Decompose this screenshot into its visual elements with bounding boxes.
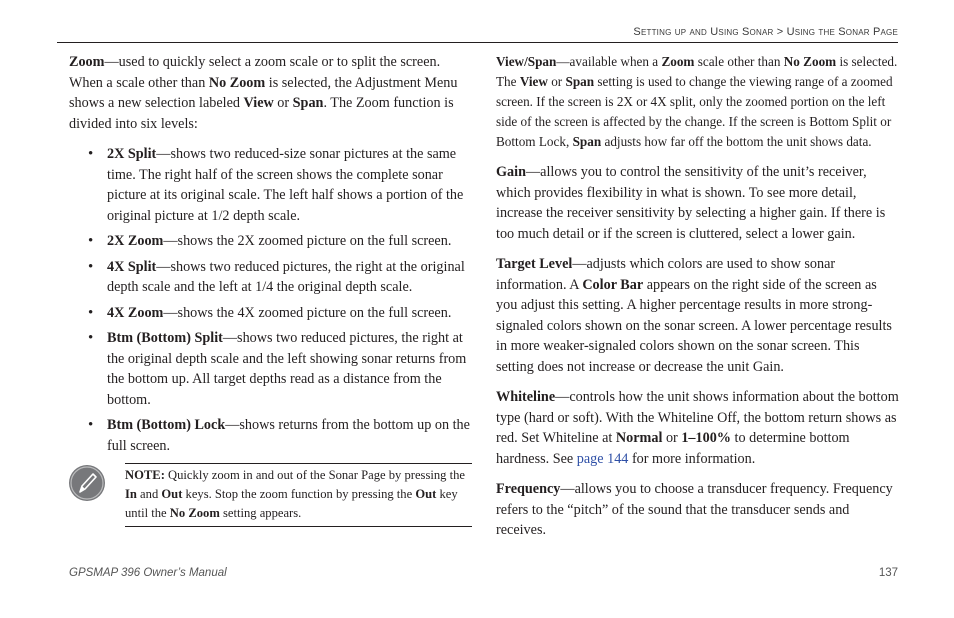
- running-header: [633, 26, 898, 38]
- header-section: Using the Sonar Page: [786, 26, 898, 38]
- footer-manual-title: GPSMAP 396 Owner’s Manual: [69, 567, 227, 579]
- target-level-paragraph: Target Level—adjusts which colors are used to show sonar information. A Color Bar appears on the right side of the screen as you adjust this setting. A higher percentage results in more strong-signaled colors shown on the sonar screen. A lower percentage results in more weaker-signaled colors shown on the sonar screen. This setting does not increase or decrease the unit Gain.: [496, 256, 892, 375]
- zoom-term: Zoom: [69, 54, 105, 70]
- note-box: [69, 463, 472, 525]
- left-column: [69, 52, 472, 461]
- page-144-link[interactable]: page 144: [576, 450, 629, 467]
- header-separator: >: [776, 26, 784, 38]
- frequency-paragraph: Frequency—allows you to choose a transducer frequency. Frequency refers to the “pitch” of the sound that the transducer sends and receives.: [496, 481, 893, 538]
- header-chapter: Setting up and Using Sonar: [633, 26, 774, 38]
- view-span-paragraph: View/Span—available when a Zoom scale other than No Zoom is selected. The View or Span setting is used to change the viewing range of a zoomed screen. If the screen is 2X or 4X split, only the zoomed portion on the left side of the screen is affected by the change. If the screen is Bottom Split or Bottom Lock, Span adjusts how far off the bottom the unit shows data.: [496, 54, 898, 149]
- list-item: • 2X Split—shows two reduced-size sonar pictures at the same time. The right half of the screen shows the complete sonar picture at its original scale. The left half shows a portion of the original picture at 1/2 depth scale.: [69, 144, 472, 226]
- list-item: • 2X Zoom—shows the 2X zoomed picture on the full screen.: [69, 231, 472, 252]
- list-item: • Btm (Bottom) Split—shows two reduced pictures, the right at the original depth scale and the left showing sonar returns from the bottom up. All target depths read as a distance from the bottom.: [69, 328, 472, 410]
- gain-paragraph: Gain—allows you to control the sensitivity of the unit’s receiver, which provides flexibility in what is shown. To see more detail, increase the receiver sensitivity by selecting a higher gain. If there is too much detail or if the screen is cluttered, select a lower gain.: [496, 164, 886, 242]
- right-column: [496, 52, 900, 551]
- zoom-levels-list: [69, 144, 472, 456]
- whiteline-paragraph: Whiteline—controls how the unit shows information about the bottom type (hard or soft). With the Whiteline Off, the bottom return shows as red. Set Whiteline at Normal or 1–100% to determine bottom hardness. See page 144 for more information.: [496, 389, 899, 467]
- zoom-paragraph: Zoom—used to quickly select a zoom scale or to split the screen. When a scale other than No Zoom is selected, the Adjustment Menu shows a new selection labeled View or Span. The Zoom function is divided into six levels:: [69, 54, 458, 132]
- header-rule: [57, 42, 898, 43]
- pencil-note-icon: [69, 465, 105, 501]
- note-text: NOTE: Quickly zoom in and out of the Sonar Page by pressing the In and Out keys. Stop the zoom function by pressing the Out key until the No Zoom setting appears.: [125, 463, 472, 527]
- note-label: NOTE:: [125, 468, 165, 482]
- footer-page-number: 137: [878, 567, 898, 579]
- list-item: • Btm (Bottom) Lock—shows returns from the bottom up on the full screen.: [69, 415, 472, 456]
- list-item: • 4X Zoom—shows the 4X zoomed picture on the full screen.: [69, 303, 472, 324]
- list-item: • 4X Split—shows two reduced pictures, the right at the original depth scale and the left at 1/4 the original depth scale.: [69, 257, 472, 298]
